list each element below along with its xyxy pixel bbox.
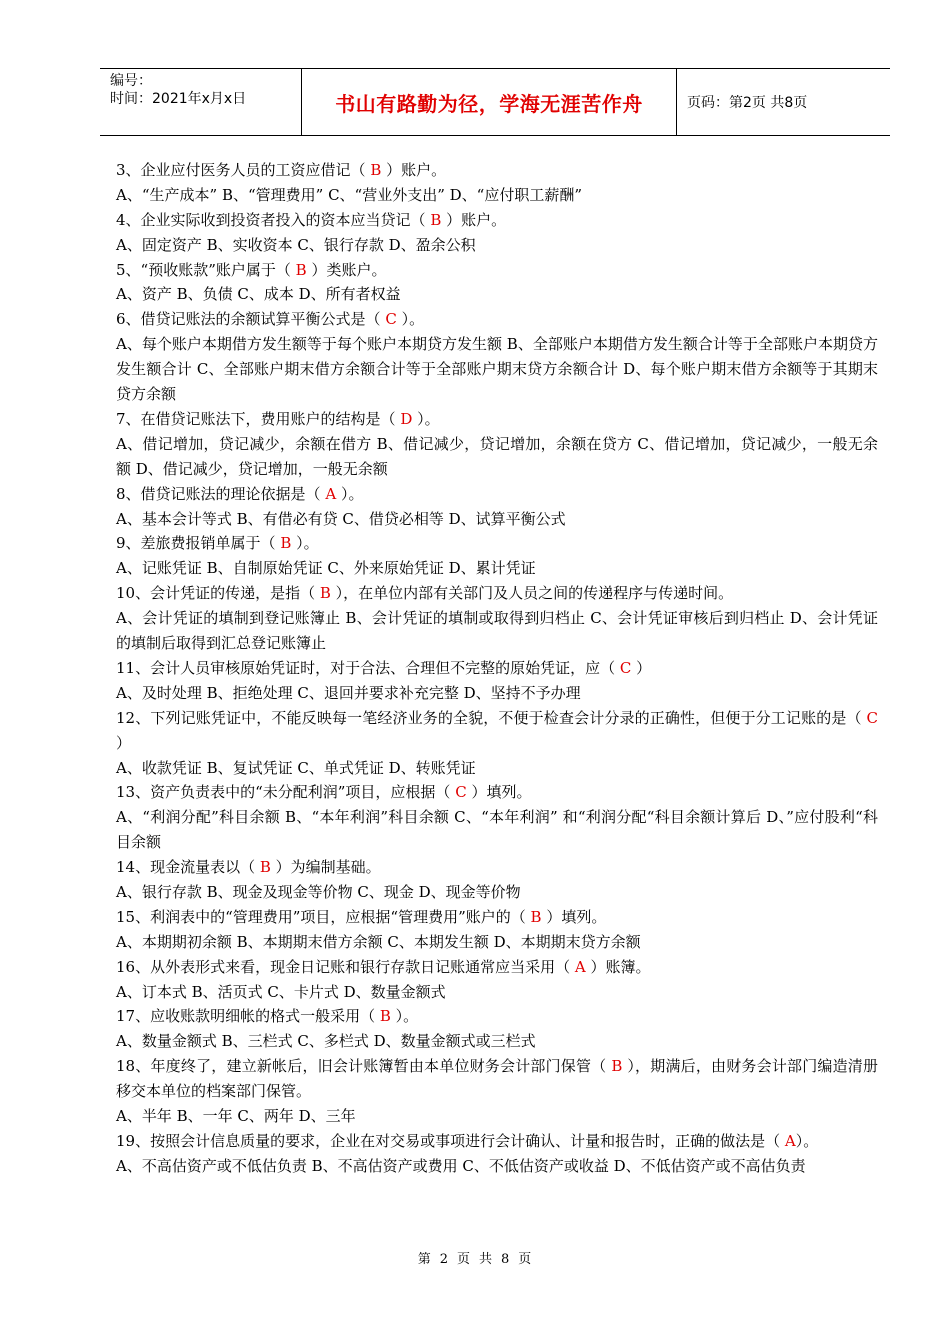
answer-18: B [611,1057,623,1076]
answer-19: A [784,1131,796,1150]
options-13: A、“利润分配”科目余额 B、“本年利润”科目余额 C、“本年利润” 和“利润分配“科目余额计算后 D、”应付股利“科目余额 [116,808,878,852]
answer-10: B [319,584,331,603]
question-13: 13、资产负责表中的“未分配利润”项目，应根据（ C ）填列。 [116,783,532,802]
options-3: A、“生产成本” B、“管理费用” C、“营业外支出” D、“应付职工薪酬” [116,185,583,204]
header-motto: 书山有路勤为径，学海无涯苦作舟 [302,69,677,135]
answer-6: C [385,310,397,329]
answer-8: A [325,484,337,503]
question-7: 7、在借贷记账法下，费用账户的结构是（ D ）。 [116,409,440,428]
page-header [100,68,890,136]
question-16: 16、从外表形式来看，现金日记账和银行存款日记账通常应当采用（ A ）账簿。 [116,957,651,976]
footer-total-pages: 8 [501,1252,511,1267]
number-label: 编号： [110,73,152,89]
options-17: A、数量金额式 B、三栏式 C、多栏式 D、数量金额式或三栏式 [116,1032,536,1051]
question-15: 15、利润表中的“管理费用”项目，应根据“管理费用”账户的（ B ）填列。 [116,907,607,926]
answer-17: B [379,1007,391,1026]
answer-12: C [866,708,878,727]
question-12: 12、下列记账凭证中，不能反映每一笔经济业务的全貌，不便于检查会计分录的正确性，但便于分工记账的是（ C ） [116,708,878,752]
page-footer: 第 2 页 共 8 页 [417,1252,533,1267]
answer-5: B [295,260,307,279]
options-14: A、银行存款 B、现金及现金等价物 C、现金 D、现金等价物 [116,883,521,901]
options-12: A、收款凭证 B、复试凭证 C、单式凭证 D、转账凭证 [116,758,476,777]
options-19: A、不高估资产或不低估负责 B、不高估资产或费用 C、不低估资产或收益 D、不低估资产或不高估负责 [116,1156,806,1175]
options-9: A、记账凭证 B、自制原始凭证 C、外来原始凭证 D、累计凭证 [116,559,536,578]
answer-16: A [574,957,586,976]
question-3: 3、企业应付医务人员的工资应借记（ B ）账户。 [116,161,447,179]
question-9: 9、差旅费报销单属于（ B ）。 [116,534,319,553]
options-10: A、会计凭证的填制到登记账簿止 B、会计凭证的填制或取得到归档止 C、会计凭证审核后到归档止 D、会计凭证的填制后取得到汇总登记账簿止 [116,609,878,653]
answer-9: B [280,534,292,553]
answer-11: C [619,658,632,677]
header-left-cell [100,69,302,135]
options-5: A、资产 B、负债 C、成本 D、所有者权益 [116,285,401,304]
answer-15: B [530,907,542,926]
answer-14: B [259,858,271,877]
options-4: A、固定资产 B、实收资本 C、银行存款 D、盈余公积 [116,235,476,254]
question-17: 17、应收账款明细帐的格式一般采用（ B ）。 [116,1007,419,1026]
question-11: 11、会计人员审核原始凭证时，对于合法、合理但不完整的原始凭证，应（ C ） [116,658,652,677]
question-6: 6、借贷记账法的余额试算平衡公式是（ C ）。 [116,310,425,329]
options-15: A、本期期初余额 B、本期期末借方余额 C、本期发生额 D、本期期末贷方余额 [116,932,641,951]
options-18: A、半年 B、一年 C、两年 D、三年 [116,1107,356,1126]
time-label: 时间：2021年x月x日 [110,91,247,107]
footer-page-number: 2 [439,1252,449,1267]
answer-13: C [455,783,467,802]
options-16: A、订本式 B、活页式 C、卡片式 D、数量金额式 [116,982,446,1001]
answer-7: D [400,409,413,428]
options-8: A、基本会计等式 B、有借必有贷 C、借贷必相等 D、试算平衡公式 [116,509,566,528]
header-page-info: 页码：第2页 共8页 [687,95,808,111]
question-4: 4、企业实际收到投资者投入的资本应当贷记（ B ）账户。 [116,210,507,229]
options-7: A、借记增加，贷记减少，余额在借方 B、借记减少，贷记增加，余额在贷方 C、借记增加，贷记减少，一般无余额 D、借记减少，贷记增加，一般无余额 [116,434,878,478]
options-11: A、及时处理 B、拒绝处理 C、退回并要求补充完整 D、坚持不予办理 [116,683,581,702]
answer-4: B [430,210,442,229]
question-19: 19、按照会计信息质量的要求，企业在对交易或事项进行会计确认、计量和报告时，正确的做法是（ A）。 [116,1131,819,1150]
answer-3: B [370,161,382,179]
question-5: 5、“预收账款”账户属于（ B ）类账户。 [116,260,387,279]
question-18: 18、年度终了，建立新帐后，旧会计账簿暂由本单位财务会计部门保管（ B ），期满后，由财务会计部门编造清册移交本单位的档案部门保管。 [116,1057,879,1101]
question-10: 10、会计凭证的传递，是指（ B ），在单位内部有关部门及人员之间的传递程序与传递时间。 [116,584,734,603]
options-6: A、每个账户本期借方发生额等于每个账户本期贷方发生额 B、全部账户本期借方发生额合计等于全部账户本期贷方发生额合计 C、全部账户期末借方余额合计等于全部账户期末贷方余额合计 D、每个账户期末借方余额等于其期末贷方余额 [116,335,878,404]
question-14: 14、现金流量表以（ B ）为编制基础。 [116,858,381,877]
question-8: 8、借贷记账法的理论依据是（ A ）。 [116,484,364,503]
question-list [116,158,878,1179]
